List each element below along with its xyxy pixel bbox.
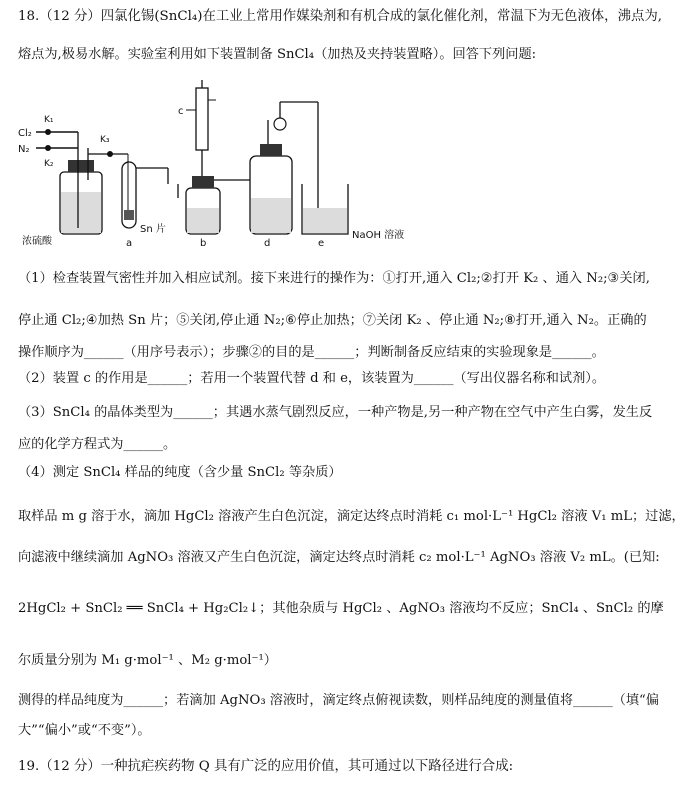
q18-part4-line6: 大”“偏小”或“不变”）。 [18,723,151,738]
q18-part1-line1: （1）检查装置气密性并加入相应试剂。接下来进行的操作为：①打开,通入 Cl₂;②打开 K₂ 、通入 N₂;③关闭, [18,271,650,286]
q18-part1-line3: 操作顺序为______（用序号表示）；步骤②的目的是______；判断制备反应结束的实验现象是______。 [18,345,605,360]
label-k3: K₃ [100,135,110,145]
label-e: e [318,238,325,249]
condenser-c [186,80,216,150]
valve-k1 [45,129,51,135]
apparatus-diagram [18,80,418,252]
label-a: a [126,238,133,249]
q18-part4-equation: 2HgCl₂ + SnCl₂ ══ SnCl₄ + Hg₂Cl₂↓；其他杂质与 HgCl₂ 、AgNO₃ 溶液均不反应；SnCl₄ 、SnCl₂ 的摩 [18,601,664,616]
label-b: b [200,238,207,249]
q18-part4-line1: 取样品 m g 溶于水，滴加 HgCl₂ 溶液产生白色沉淀，滴定达终点时消耗 c₁ mol·L⁻¹ HgCl₂ 溶液 V₁ mL；过滤， [18,509,685,524]
label-k1: K₁ [44,115,54,125]
q18-part4-line5: 测得的样品纯度为______；若滴加 AgNO₃ 溶液时，滴定终点俯视读数，则样品纯度的测量值将______（填“偏 [18,693,659,708]
label-acid: 浓硫酸 [22,236,52,247]
q19-header: 19.（12 分）一种抗疟疾药物 Q 具有广泛的应用价值，其可通过以下路径进行合成: [18,759,514,774]
q18-part4-title: （4）测定 SnCl₄ 样品的纯度（含少量 SnCl₂ 等杂质） [18,465,342,480]
label-sn: Sn 片 [140,224,166,235]
label-cl2: Cl₂ [18,128,32,139]
q18-header-line2: 熔点为,极易水解。实验室利用如下装置制备 SnCl₄（加热及夹持装置略）。回答下列问题: [18,47,537,62]
q18-part2: （2）装置 c 的作用是______；若用一个装置代替 d 和 e，该装置为______（写出仪器名称和试剂）。 [18,371,606,386]
q18-part1-line2: 停止通 Cl₂;④加热 Sn 片；⑤关闭,停止通 N₂;⑥停止加热；⑦关闭 K₂ 、停止通 N₂;⑧打开,通入 N₂。正确的 [18,313,647,328]
q18-part3-line1: （3）SnCl₄ 的晶体类型为______；其遇水蒸气剧烈反应，一种产物是,另一种产物在空气中产生白雾，发生反 [18,405,653,420]
beaker-e [302,184,348,234]
q18-header-line1: 18.（12 分）四氯化锡(SnCl₄)在工业上常用作媒染剂和有机合成的氯化催化剂，常温下为无色液体，沸点为, [18,9,663,24]
label-n2: N₂ [18,144,30,155]
q18-part3-line2: 应的化学方程式为______。 [18,437,177,452]
label-naoh: NaOH 溶液 [352,230,405,241]
reaction-tube-a [122,154,168,228]
valve-k3 [107,151,113,157]
label-c: c [178,106,184,117]
valve-k2 [45,145,51,151]
receiver-b [178,150,250,234]
q18-part4-line2: 向滤液中继续滴加 AgNO₃ 溶液又产生白色沉淀，滴定达终点时消耗 c₂ mol·L⁻¹ AgNO₃ 溶液 V₂ mL。(已知: [18,550,660,565]
label-d: d [264,238,271,249]
q18-part4-line4: 尔质量分别为 M₁ g·mol⁻¹ 、M₂ g·mol⁻¹） [18,653,277,668]
label-k2: K₂ [44,159,54,169]
